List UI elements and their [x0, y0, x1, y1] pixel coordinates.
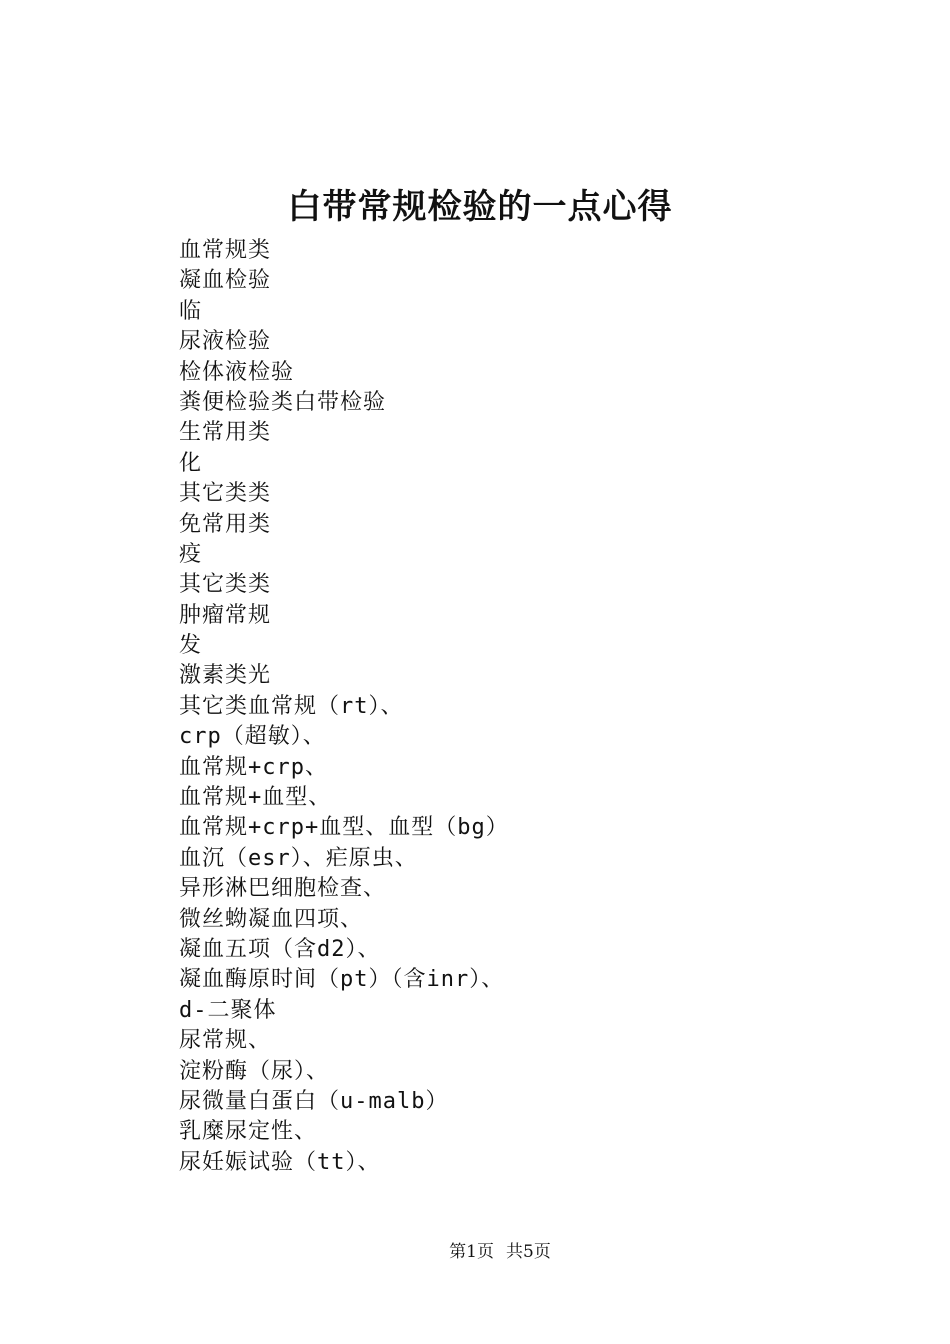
- text-line: 乳糜尿定性、: [179, 1119, 318, 1145]
- page-total: 共5页: [506, 1242, 551, 1262]
- text-line: 尿常规、: [179, 1028, 272, 1054]
- text-line: 尿妊娠试验（tt）、: [179, 1149, 381, 1175]
- text-line: 生常用类: [179, 420, 272, 446]
- text-line: d-二聚体: [179, 997, 277, 1023]
- text-line: 激素类光: [179, 663, 272, 689]
- document-body: [179, 236, 879, 1178]
- text-line: 微丝蚴凝血四项、: [179, 906, 364, 932]
- text-line: 凝血检验: [179, 268, 272, 294]
- text-line: 临: [179, 298, 203, 324]
- text-line: 血常规+血型、: [179, 785, 332, 811]
- text-line: 血常规+crp、: [179, 754, 328, 780]
- text-line: 检体液检验: [179, 359, 295, 385]
- text-line: 尿微量白蛋白（u-malb）: [179, 1088, 449, 1114]
- document-title: 白带常规检验的一点心得: [287, 187, 673, 227]
- text-line: 淀粉酶（尿）、: [179, 1058, 330, 1084]
- text-line: 尿液检验: [179, 329, 272, 355]
- text-line: crp（超敏）、: [179, 724, 326, 750]
- text-line: 疫: [179, 541, 203, 567]
- text-line: 异形淋巴细胞检查、: [179, 876, 387, 902]
- text-line: 化: [179, 450, 203, 476]
- text-line: 其它类类: [179, 481, 272, 507]
- text-line: 凝血酶原时间（pt）（含inr）、: [179, 967, 505, 993]
- page-number: 第1页: [449, 1242, 494, 1262]
- text-line: 其它类类: [179, 572, 272, 598]
- text-line: 粪便检验类白带检验: [179, 389, 387, 415]
- text-line: 血沉（esr）、疟原虫、: [179, 845, 418, 871]
- text-line: 发: [179, 633, 203, 659]
- text-line: 其它类血常规（rt）、: [179, 693, 404, 719]
- text-line: 凝血五项（含d2）、: [179, 936, 381, 962]
- page-footer: [0, 1240, 950, 1264]
- text-line: 免常用类: [179, 511, 272, 537]
- text-line: 血常规类: [179, 238, 272, 263]
- text-line: 血常规+crp+血型、血型（bg）: [179, 815, 509, 841]
- text-line: 肿瘤常规: [179, 602, 272, 628]
